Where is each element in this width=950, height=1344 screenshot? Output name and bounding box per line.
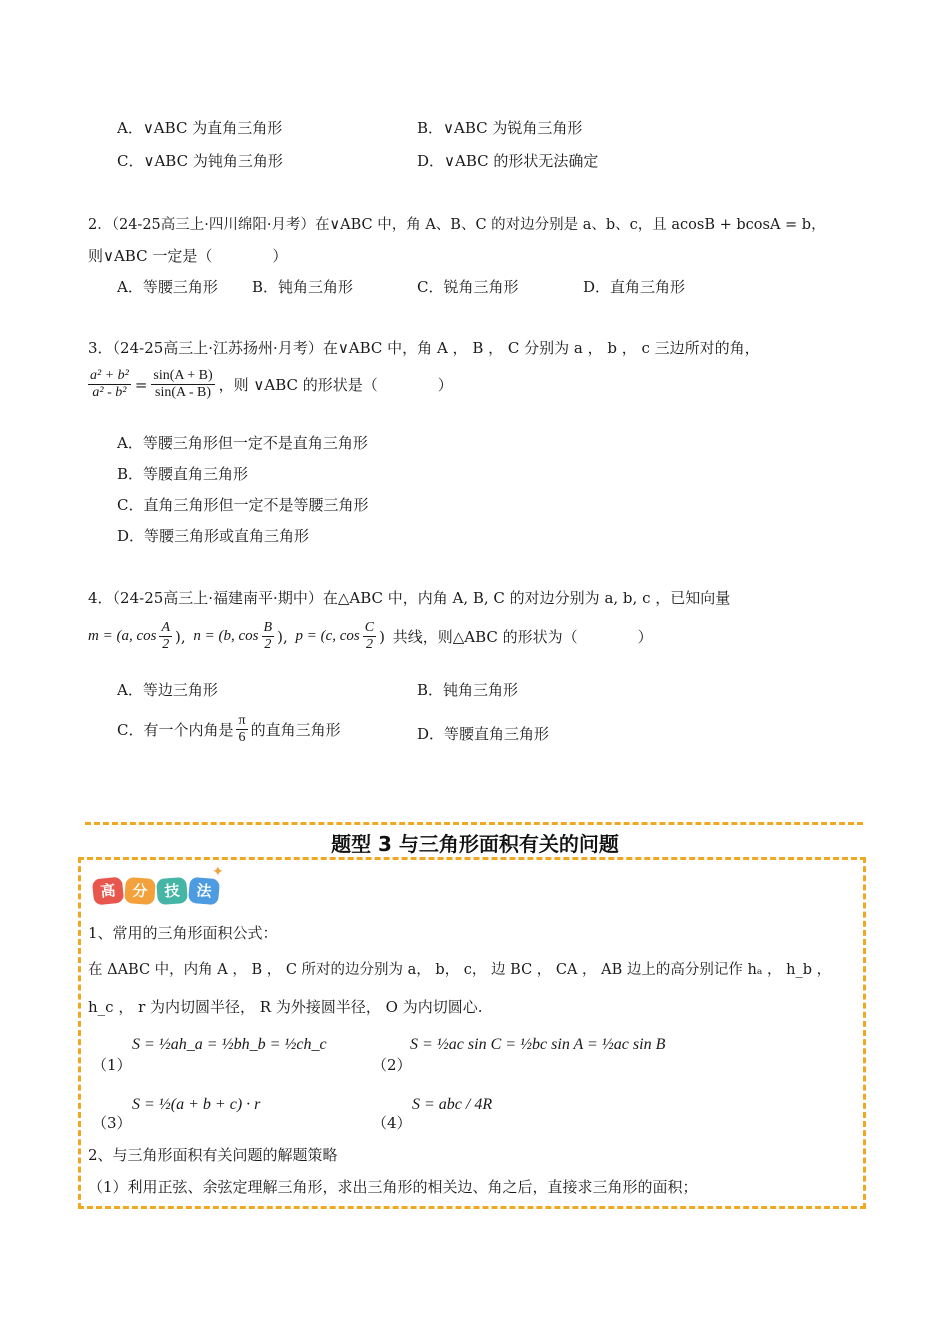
sparkle-icon: ✦ — [212, 864, 224, 880]
q1-option-a: A．∨ABC 为直角三角形 — [117, 119, 283, 137]
section-p2: 在 ΔABC 中，内角 A ， B ， C 所对的边分别为 a， b， c， 边 BC ， CA ， AB 边上的高分别记作 hₐ ， h_b ， — [88, 962, 832, 978]
q4-half-c-num: C — [364, 620, 375, 635]
q4-option-c-post: 的直角三角形 — [250, 721, 341, 739]
q3-stem-1: 3．（24-25高三上·江苏扬州·月考）在∨ABC 中，角 A ， B ， C 分别为 a ， b ， c 三边所对的角， — [88, 339, 760, 357]
q3-option-a: A．等腰三角形但一定不是直角三角形 — [117, 434, 368, 452]
q4-sep-2: ), — [277, 627, 293, 646]
q3-option-d: D．等腰三角形或直角三角形 — [117, 527, 310, 545]
q4-sep-3: ) — [379, 627, 390, 646]
section-title: 题型 3 与三角形面积有关的问题 — [331, 832, 619, 856]
q3-fraction-right-den: sin(A - B) — [155, 385, 212, 400]
badge-char-2: 分 — [124, 877, 156, 905]
q4-vector-p: p = (c, cos — [295, 628, 360, 644]
q3-fraction-right-num: sin(A + B) — [153, 368, 213, 383]
q4-option-c-num: π — [238, 713, 246, 728]
formula-1-label: （1） — [92, 1056, 132, 1074]
q2-stem-1: 2．（24-25高三上·四川绵阳·月考）在∨ABC 中，角 A、B、C 的对边分别是 a、b、c，且 acosB + bcosA = b， — [88, 217, 826, 233]
formula-1: S = ½ah_a = ½bh_b = ½ch_c — [132, 1036, 327, 1053]
q4-half-b — [262, 620, 275, 653]
q3-equation — [88, 368, 453, 401]
formula-4-label: （4） — [372, 1114, 412, 1132]
q4-option-c-pre: C．有一个内角是 — [117, 721, 234, 739]
formula-2: S = ½ac sin C = ½bc sin A = ½ac sin B — [410, 1036, 666, 1053]
section-p3: h_c ， r 为内切圆半径， R 为外接圆半径， O 为内切圆心. — [88, 998, 483, 1016]
formula-2-label: （2） — [372, 1056, 412, 1074]
q2-option-a: A．等腰三角形 — [117, 278, 218, 296]
q3-fraction-left — [88, 368, 131, 401]
q3-fraction-right — [151, 368, 214, 401]
q3-stem-2: ，则 ∨ABC 的形状是（ ） — [218, 376, 453, 394]
badge-char-1: 高 — [92, 877, 125, 906]
q4-stem-1: 4．（24-25高三上·福建南平·期中）在△ABC 中，内角 A, B, C 的对边分别为 a, b, c ，已知向量 — [88, 589, 731, 607]
q4-half-a-num: A — [161, 620, 171, 635]
q4-option-b: B．钝角三角形 — [417, 681, 519, 699]
method-badge — [93, 878, 219, 904]
q4-option-c-den: 6 — [238, 730, 246, 745]
badge-char-3: 技 — [156, 877, 188, 905]
q4-half-a — [159, 620, 172, 653]
q2-stem-2: 则∨ABC 一定是（ ） — [88, 247, 288, 265]
q4-option-c-angle — [236, 713, 247, 746]
q3-option-c: C．直角三角形但一定不是等腰三角形 — [117, 496, 369, 514]
q4-option-d: D．等腰直角三角形 — [417, 725, 550, 743]
q4-half-c — [363, 620, 376, 653]
equals-sign: = — [134, 375, 148, 394]
section-p1: 1、常用的三角形面积公式： — [88, 924, 278, 942]
q1-option-c: C．∨ABC 为钝角三角形 — [117, 152, 283, 170]
q4-half-b-num: B — [263, 620, 273, 635]
q3-fraction-left-den: a² - b² — [92, 385, 127, 400]
q4-vector-m: m = (a, cos — [88, 628, 157, 644]
section-p4: 2、与三角形面积有关问题的解题策略 — [88, 1146, 338, 1164]
q3-fraction-left-num: a² + b² — [90, 368, 129, 383]
formula-3: S = ½(a + b + c) · r — [132, 1096, 261, 1113]
section-top-border — [85, 822, 863, 825]
q4-half-c-den: 2 — [365, 637, 373, 652]
q2-option-c: C．锐角三角形 — [417, 278, 519, 296]
q2-option-b: B．钝角三角形 — [252, 278, 354, 296]
q4-vectors — [88, 620, 653, 653]
formula-4: S = abc / 4R — [412, 1096, 493, 1113]
badge-char-4: 法 — [188, 877, 220, 906]
section-p5: （1）利用正弦、余弦定理解三角形，求出三角形的相关边、角之后，直接求三角形的面积； — [88, 1178, 698, 1196]
formula-3-label: （3） — [92, 1114, 132, 1132]
q4-sep-1: ), — [175, 627, 191, 646]
q2-option-d: D．直角三角形 — [583, 278, 686, 296]
q1-option-b: B．∨ABC 为锐角三角形 — [417, 119, 583, 137]
q1-option-d: D．∨ABC 的形状无法确定 — [417, 152, 599, 170]
q4-vector-n: n = (b, cos — [193, 628, 259, 644]
q4-option-c — [117, 713, 341, 746]
q3-option-b: B．等腰直角三角形 — [117, 465, 249, 483]
q4-option-a: A．等边三角形 — [117, 681, 218, 699]
q4-half-b-den: 2 — [264, 637, 272, 652]
q4-half-a-den: 2 — [162, 637, 170, 652]
q4-stem-2: 共线，则△ABC 的形状为（ ） — [392, 628, 653, 646]
